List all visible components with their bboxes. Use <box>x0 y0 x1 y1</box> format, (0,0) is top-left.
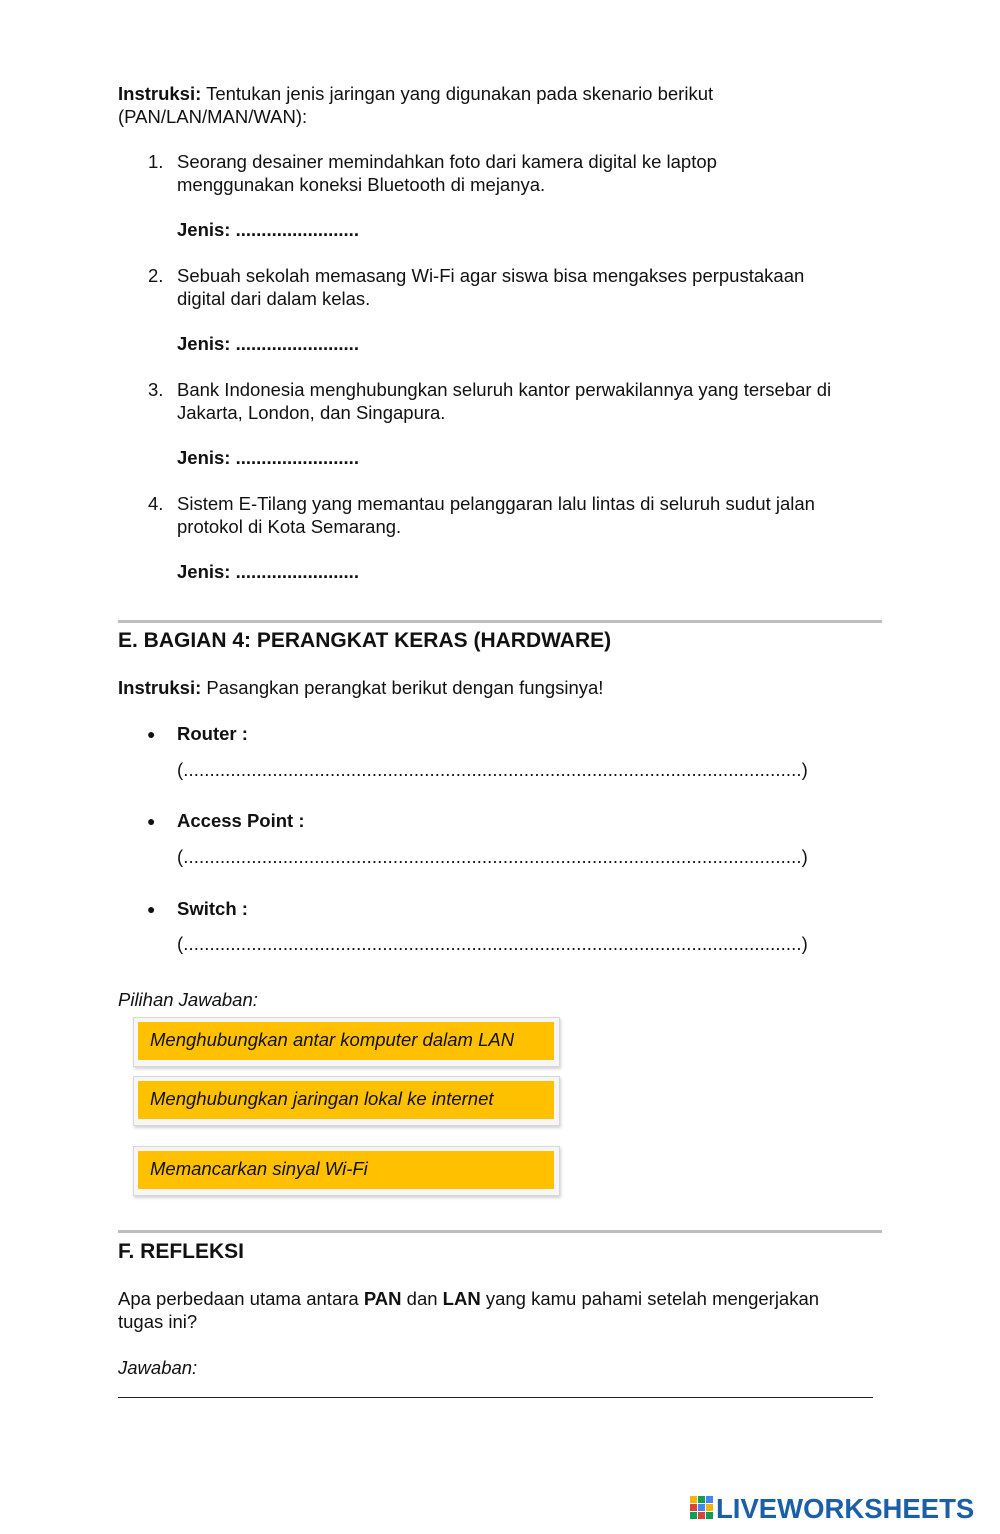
answer-blank-jenis[interactable]: Jenis: ........................ <box>177 561 359 582</box>
section-e-title: E. BAGIAN 4: PERANGKAT KERAS (HARDWARE) <box>118 629 612 652</box>
section-e-instruction <box>118 676 603 699</box>
bullet-icon: ● <box>147 726 156 742</box>
liveworksheets-wordmark: LIVEWORKSHEETS <box>716 1493 975 1524</box>
device-label-switch: Switch : <box>177 898 248 919</box>
instruction-label: Instruksi: <box>118 83 202 104</box>
instruction-label: Instruksi: <box>118 677 202 698</box>
answer-choice-chip[interactable] <box>133 1146 560 1196</box>
question-number: 4. <box>148 493 164 514</box>
answer-choice-text: Menghubungkan antar komputer dalam LAN <box>138 1022 554 1060</box>
reflection-text: yang kamu pahami setelah mengerjakan <box>480 1288 820 1309</box>
answer-line[interactable] <box>118 1397 873 1398</box>
device-answer-blank[interactable]: (......................................................................................................................) <box>177 933 808 954</box>
question-text-line2: menggunakan koneksi Bluetooth di mejanya. <box>177 174 546 195</box>
answer-blank-jenis[interactable]: Jenis: ........................ <box>177 219 359 240</box>
question-item <box>148 378 888 426</box>
answer-label: Jawaban: <box>118 1357 198 1378</box>
question-text-line2: protokol di Kota Semarang. <box>177 516 402 537</box>
question-text-line2: Jakarta, London, dan Singapura. <box>177 402 446 423</box>
device-answer-blank[interactable]: (......................................................................................................................) <box>177 846 808 867</box>
question-item <box>148 492 888 540</box>
reflection-text: Apa perbedaan utama antara <box>118 1288 364 1309</box>
question-text: Sistem E-Tilang yang memantau pelanggaran lalu lintas di seluruh sudut jalan <box>177 493 815 514</box>
reflection-question <box>118 1287 888 1333</box>
question-item <box>148 264 888 312</box>
device-label-access-point: Access Point : <box>177 810 305 831</box>
section-divider <box>118 620 882 623</box>
device-answer-blank[interactable]: (......................................................................................................................) <box>177 759 808 780</box>
answer-choice-text: Menghubungkan jaringan lokal ke internet <box>138 1081 554 1119</box>
instruction-text: Tentukan jenis jaringan yang digunakan pada skenario berikut <box>201 83 714 104</box>
reflection-text: dan <box>401 1288 443 1309</box>
section-f-title: F. REFLEKSI <box>118 1240 245 1263</box>
question-item <box>148 150 888 198</box>
question-number: 2. <box>148 265 164 286</box>
question-number: 3. <box>148 379 164 400</box>
reflection-bold-pan: PAN <box>363 1288 402 1309</box>
instruction-text: Pasangkan perangkat berikut dengan fungsinya! <box>201 677 604 698</box>
instruction-paragraph <box>118 82 878 128</box>
answer-choice-text: Memancarkan sinyal Wi-Fi <box>138 1151 554 1189</box>
answer-blank-jenis[interactable]: Jenis: ........................ <box>177 447 359 468</box>
answer-blank-jenis[interactable]: Jenis: ........................ <box>177 333 359 354</box>
liveworksheets-logo-icon <box>690 1496 714 1520</box>
instruction-text-line2: (PAN/LAN/MAN/WAN): <box>118 106 308 127</box>
question-text: Seorang desainer memindahkan foto dari kamera digital ke laptop <box>177 151 717 172</box>
reflection-text-line2: tugas ini? <box>118 1311 198 1332</box>
question-text: Sebuah sekolah memasang Wi-Fi agar siswa bisa mengakses perpustakaan <box>177 265 805 286</box>
reflection-bold-lan: LAN <box>442 1288 481 1309</box>
answer-choice-chip[interactable] <box>133 1076 560 1126</box>
question-text: Bank Indonesia menghubungkan seluruh kantor perwakilannya yang tersebar di <box>177 379 832 400</box>
bullet-icon: ● <box>147 901 156 917</box>
device-label-router: Router : <box>177 723 248 744</box>
answer-choice-chip[interactable] <box>133 1017 560 1067</box>
choices-label: Pilihan Jawaban: <box>118 989 258 1010</box>
question-number: 1. <box>148 151 164 172</box>
question-text-line2: digital dari dalam kelas. <box>177 288 371 309</box>
bullet-icon: ● <box>147 813 156 829</box>
section-divider <box>118 1230 882 1233</box>
